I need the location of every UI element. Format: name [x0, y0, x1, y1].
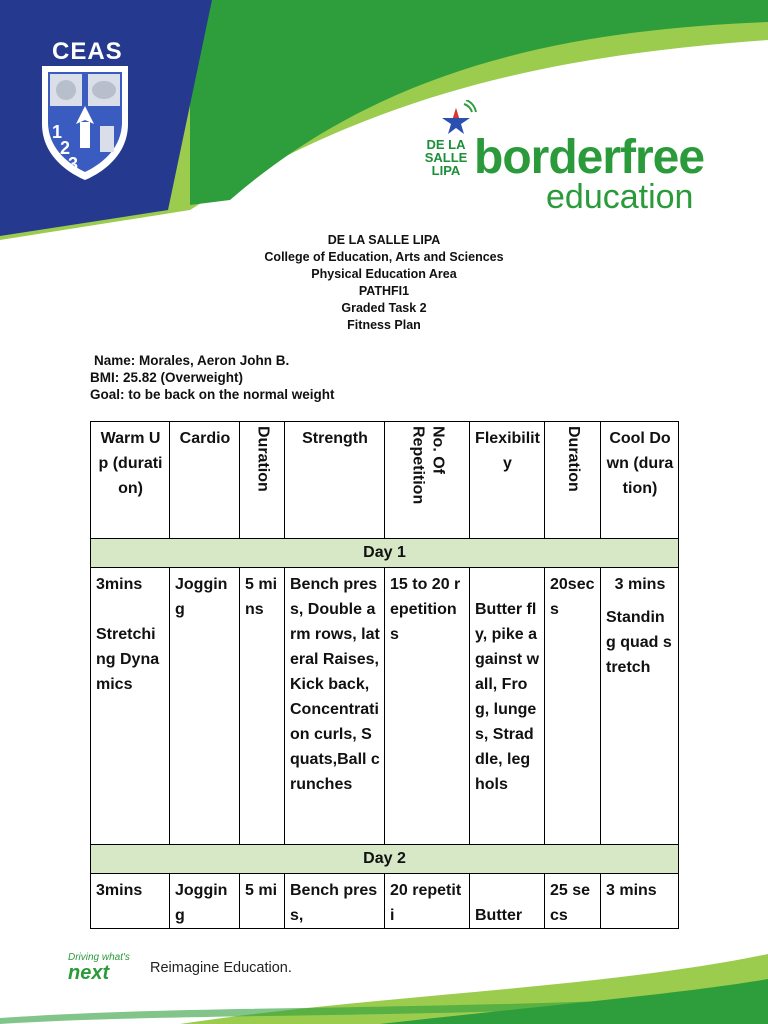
header-cardio: Cardio — [170, 422, 240, 539]
day2-flexibility-cell — [470, 874, 545, 929]
day1-cardio: Jogging — [170, 568, 240, 845]
header-college: College of Education, Arts and Sciences — [264, 250, 504, 264]
day2-strength: Bench press, — [285, 874, 385, 929]
header-title: Fitness Plan — [347, 318, 421, 332]
header-repetition — [385, 422, 470, 539]
header-area: Physical Education Area — [311, 267, 457, 281]
shield-digit-2: 2 — [60, 138, 71, 158]
footer-tagline-small: Driving what's — [68, 952, 130, 963]
table-row — [91, 568, 679, 845]
header-duration-2 — [545, 422, 601, 539]
header-course: PATHFI1 — [358, 284, 410, 298]
student-goal: Goal: to be back on the normal weight — [90, 387, 335, 402]
footer-brand-logo — [68, 952, 130, 983]
student-info — [90, 352, 335, 403]
day2-repetition: 20 repetiti — [385, 874, 470, 929]
table-row — [91, 874, 679, 929]
student-bmi: BMI: 25.82 (Overweight) — [90, 370, 244, 385]
fitness-plan-table — [90, 421, 679, 929]
day2-cardio: Jogging — [170, 874, 240, 929]
ceas-logo-text: CEAS — [52, 38, 123, 65]
day1-warmup-activity: Stretching Dynamics — [96, 626, 160, 693]
header-repetition-text: No. Of Repetition — [409, 426, 447, 505]
header-duration-2-text: Duration — [565, 426, 582, 492]
footer-slogan: Reimagine Education. — [150, 960, 292, 976]
header-cooldown: Cool Down (duration) — [601, 422, 679, 539]
header-school: DE LA SALLE LIPA — [327, 233, 441, 247]
dlsl-wordmark — [418, 138, 474, 177]
day1-flexibility: Butter fly, pike against wall, Frog, lunges, Straddle, leg hols — [475, 601, 540, 793]
borderfree-wordmark: borderfree — [474, 131, 705, 184]
document-header — [0, 232, 768, 334]
student-name: Name: Morales, Aeron John B. — [94, 353, 290, 368]
dlsl-line-2: SALLE — [424, 150, 468, 165]
day1-flexibility-cell — [470, 568, 545, 845]
day1-duration-1: 5 mins — [240, 568, 285, 845]
day2-warmup-time: 3mins — [91, 874, 170, 929]
day1-warmup-cell — [91, 568, 170, 845]
dlsl-line-3: LIPA — [431, 163, 461, 178]
shield-digit-3: 3 — [68, 154, 79, 174]
header-duration-1 — [240, 422, 285, 539]
table-header-row — [91, 422, 679, 539]
dlsl-star-icon — [418, 100, 478, 140]
day1-strength: Bench press, Double arm rows, lateral Raises, Kick back, Concentration curls, Squats,Ball crunches — [285, 568, 385, 845]
shield-digit-1: 1 — [52, 122, 63, 142]
day2-cooldown-time: 3 mins — [601, 874, 679, 929]
header-flexibility: Flexibility — [470, 422, 545, 539]
day2-duration-2: 25 secs — [545, 874, 601, 929]
day2-flexibility: Butter — [475, 907, 523, 924]
header-duration-1-text: Duration — [254, 426, 272, 492]
day1-duration-2: 20secs — [545, 568, 601, 845]
footer-tagline-big: next — [68, 962, 110, 984]
day1-cooldown-time: 3 mins — [614, 576, 666, 593]
day-1-label: Day 1 — [91, 539, 679, 568]
day1-cooldown-activity: Standing quad stretch — [606, 609, 672, 676]
ceas-shield-icon — [38, 62, 132, 182]
day1-cooldown-cell — [601, 568, 679, 845]
day1-warmup-time: 3mins — [96, 576, 143, 593]
day2-duration-1: 5 mi — [240, 874, 285, 929]
education-wordmark: education — [546, 178, 694, 216]
day-1-row — [91, 539, 679, 568]
header-strength: Strength — [285, 422, 385, 539]
day-2-label: Day 2 — [91, 845, 679, 874]
header-task: Graded Task 2 — [341, 301, 427, 315]
header-warmup: Warm Up (duration) — [91, 422, 170, 539]
dlsl-line-1: DE LA — [426, 137, 466, 152]
day1-repetition: 15 to 20 repetitions — [385, 568, 470, 845]
day-2-row — [91, 845, 679, 874]
